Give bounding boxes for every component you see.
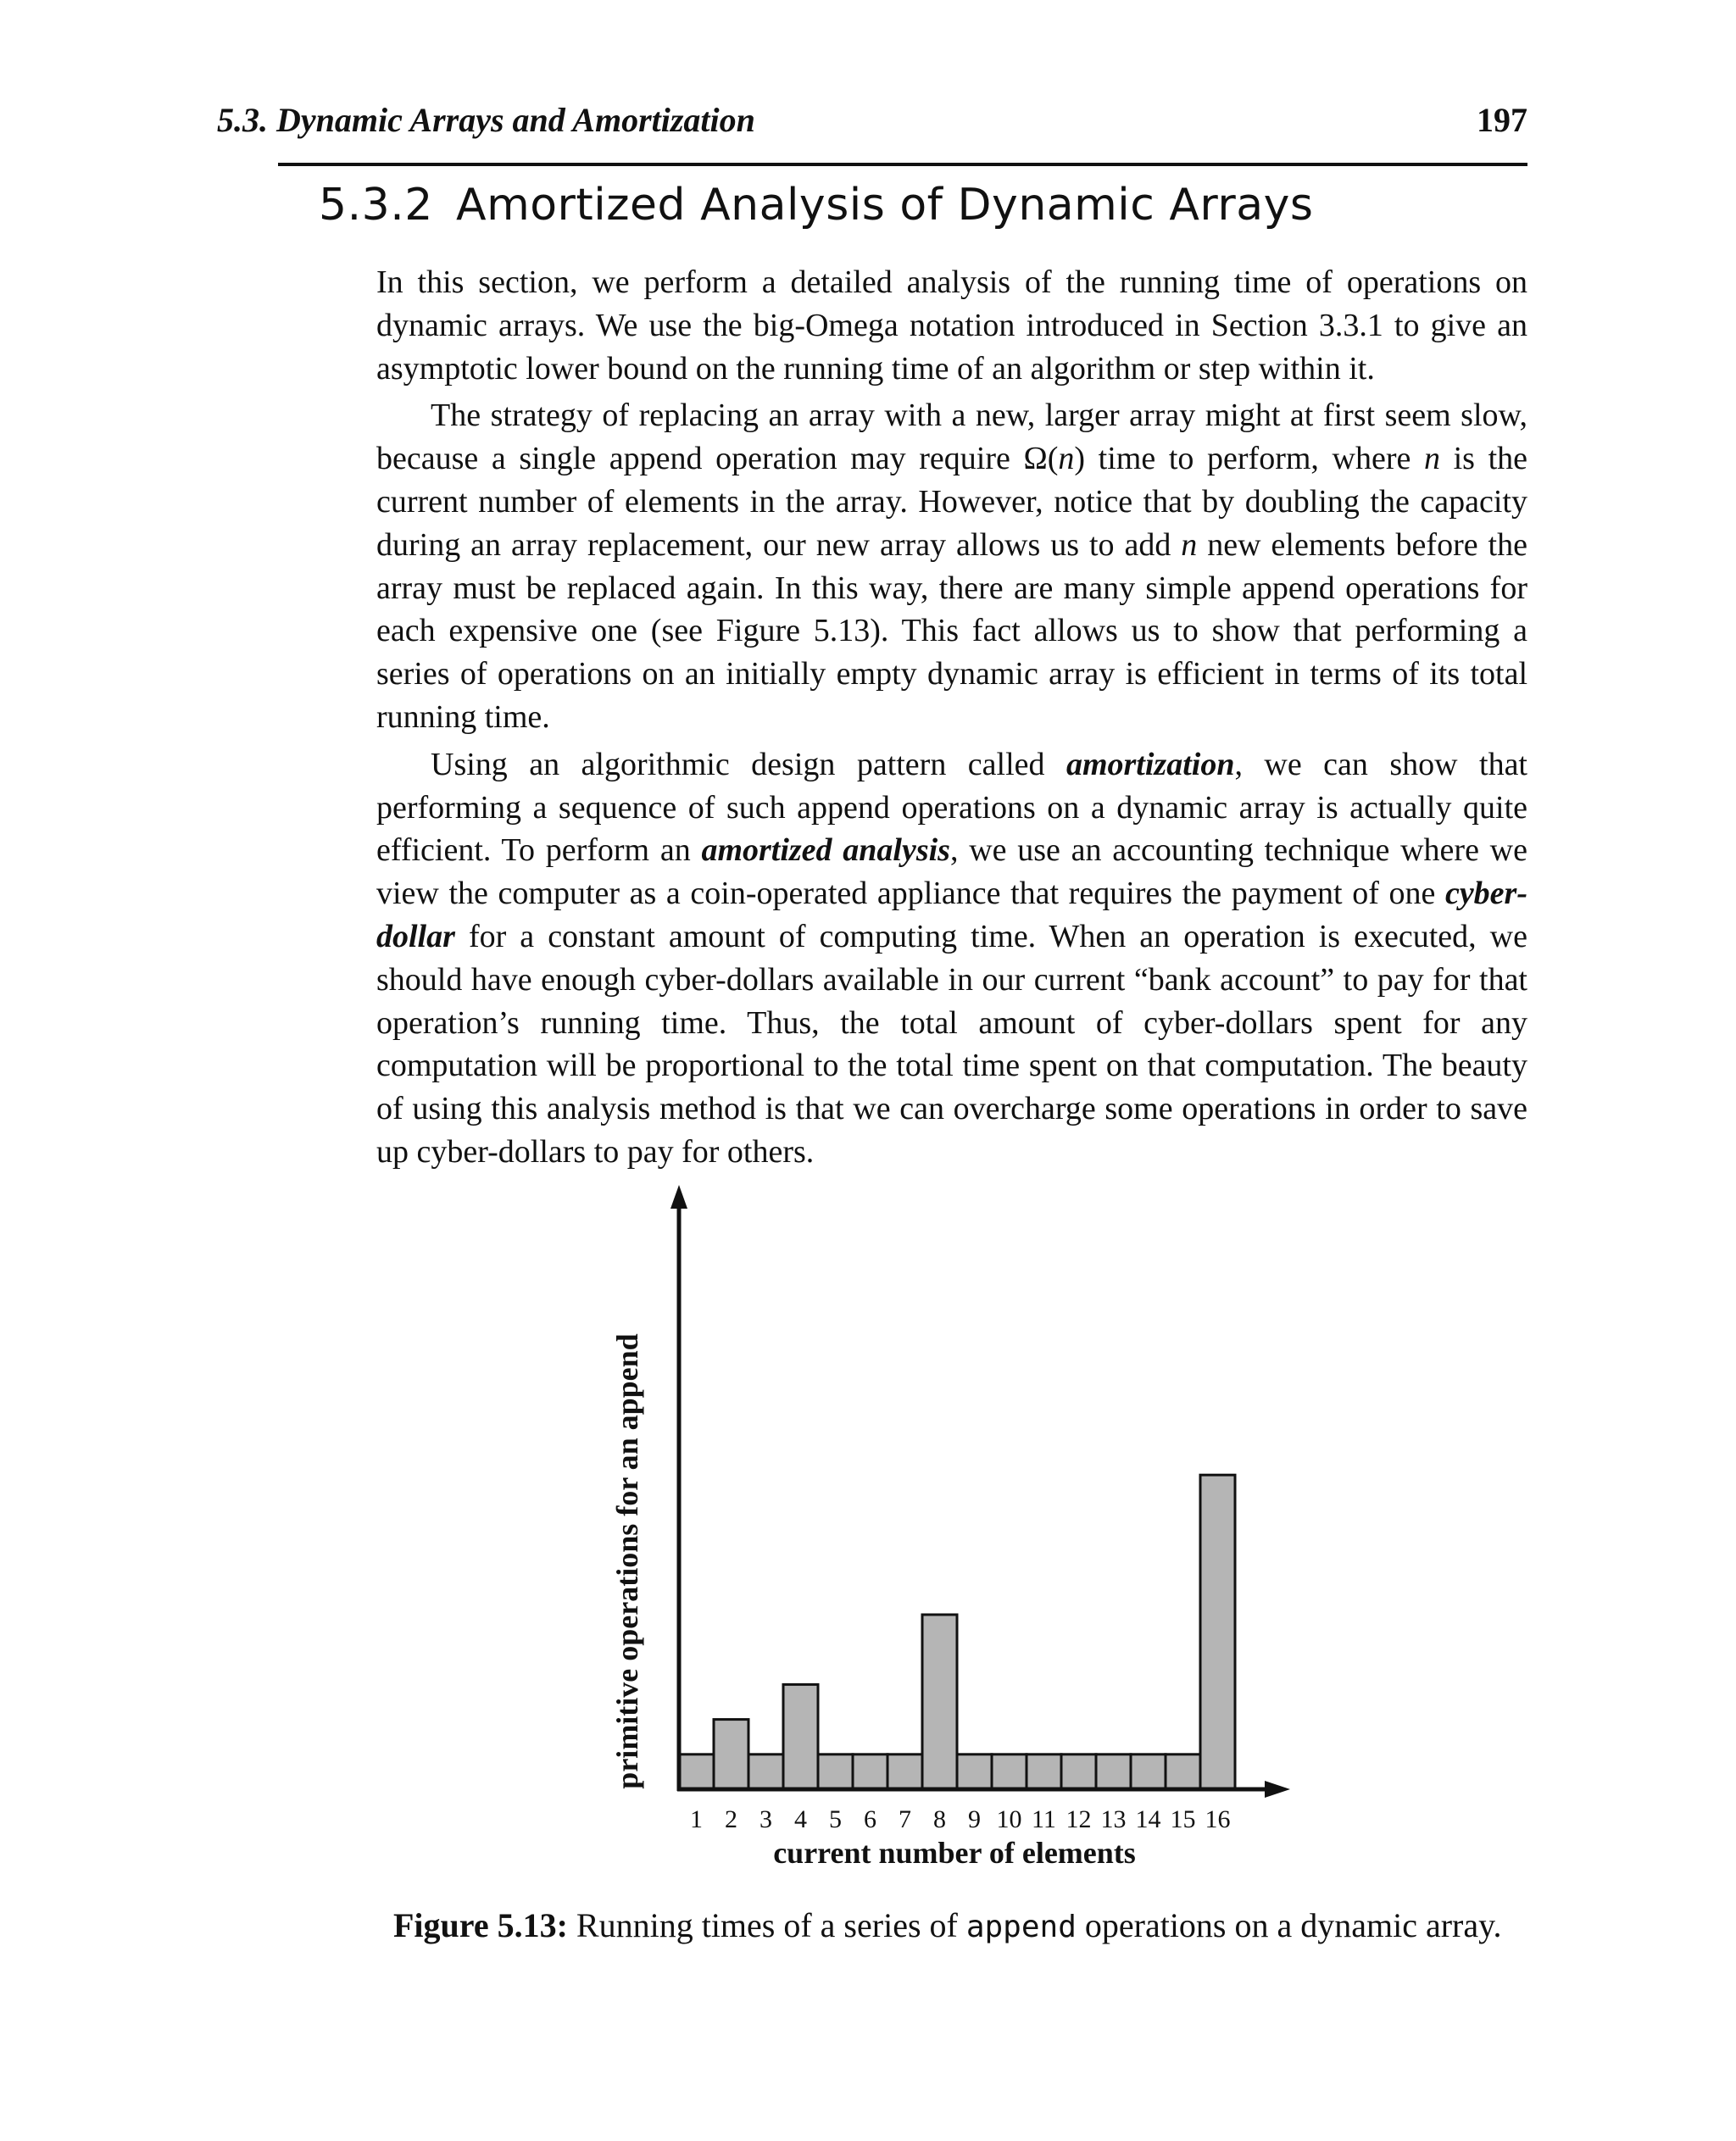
x-tick-label: 15 xyxy=(1170,1805,1196,1833)
x-tick-label: 7 xyxy=(899,1805,911,1833)
caption-label: Figure 5.13: xyxy=(393,1906,568,1944)
x-tick-label: 6 xyxy=(864,1805,876,1833)
paragraph-3-text-a: Using an algorithmic design pattern called xyxy=(431,746,1066,782)
body-text xyxy=(376,261,1527,1178)
math-n: n xyxy=(1181,526,1198,563)
x-tick-label: 14 xyxy=(1135,1805,1161,1833)
bar-6 xyxy=(853,1755,887,1789)
bar-10 xyxy=(992,1755,1027,1789)
figure-caption xyxy=(393,1905,1529,1945)
x-tick-labels xyxy=(690,1805,1231,1833)
running-title: 5.3. Dynamic Arrays and Amortization xyxy=(217,101,755,139)
paragraph-2-text-c: is the current number of elements in the array. However, notice that by doubling the capacity during an array replacement, our new array allows us to add xyxy=(376,441,1527,563)
caption-text-b: operations on a dynamic array. xyxy=(1076,1906,1502,1944)
x-tick-label: 8 xyxy=(933,1805,946,1833)
section-number: 5.3.2 xyxy=(319,180,433,231)
math-n: n xyxy=(1423,441,1440,477)
term-amortized-analysis: amortized analysis xyxy=(701,832,950,869)
bar-11 xyxy=(1027,1755,1061,1789)
bar-chart xyxy=(0,1178,1736,1907)
x-tick-label: 16 xyxy=(1205,1805,1231,1833)
x-axis-label: current number of elements xyxy=(773,1836,1136,1870)
paragraph-3 xyxy=(376,743,1527,1174)
bar-8 xyxy=(922,1615,957,1789)
omega-symbol: Ω( xyxy=(1023,441,1059,477)
bar-4 xyxy=(783,1684,818,1789)
section-title: Amortized Analysis of Dynamic Arrays xyxy=(456,180,1314,231)
paragraph-3-text-d: for a constant amount of computing time. When an operation is executed, we should have enough cyber-dollars available in our current “bank account” to pay for that operation’s running time. Thus, the total amount of cyber-dollars spent for any computation will be proportional to the total time spent on that computation. The beauty of using this analysis method is that we can overcharge some operations in order to save up cyber-dollars to pay for others. xyxy=(376,918,1527,1170)
term-cyber-dollar: cyber-dollar xyxy=(376,876,1527,954)
bar-5 xyxy=(818,1755,853,1789)
bar-3 xyxy=(748,1755,783,1789)
x-tick-label: 3 xyxy=(760,1805,772,1833)
paragraph-1 xyxy=(376,261,1527,390)
figure-5-13 xyxy=(0,1178,1736,1975)
x-tick-label: 5 xyxy=(829,1805,842,1833)
paragraph-2-text-a: The strategy of replacing an array with a new, larger array might at first seem slow, because a single append operation may require xyxy=(376,398,1527,477)
math-n: n xyxy=(1058,441,1075,477)
x-axis-arrowhead xyxy=(1265,1781,1290,1798)
caption-text-a: Running times of a series of xyxy=(567,1906,966,1944)
x-tick-label: 9 xyxy=(968,1805,981,1833)
bar-9 xyxy=(957,1755,992,1789)
section-heading xyxy=(319,180,1314,231)
paragraph-2 xyxy=(376,394,1527,738)
paragraph-1-text: In this section, we perform a detailed analysis of the running time of operations on dynamic arrays. We use the big-Omega notation introduced in Section 3.3.1 to give an asymptotic lower bound on the running time of an algorithm or step within it. xyxy=(376,264,1527,386)
paragraph-2-text-b: time to perform, where xyxy=(1085,441,1424,477)
term-amortization: amortization xyxy=(1066,746,1235,782)
y-axis-label: primitive operations for an append xyxy=(610,1333,644,1789)
bar-16 xyxy=(1200,1475,1235,1789)
x-tick-label: 12 xyxy=(1066,1805,1092,1833)
x-tick-label: 1 xyxy=(690,1805,703,1833)
math-close-paren: ) xyxy=(1074,441,1086,477)
x-tick-label: 2 xyxy=(725,1805,737,1833)
x-tick-label: 4 xyxy=(794,1805,807,1833)
x-tick-label: 10 xyxy=(996,1805,1022,1833)
bar-2 xyxy=(714,1720,748,1789)
x-tick-label: 11 xyxy=(1032,1805,1056,1833)
bar-14 xyxy=(1131,1755,1166,1789)
bar-7 xyxy=(887,1755,922,1789)
bar-1 xyxy=(679,1755,714,1789)
bar-15 xyxy=(1166,1755,1200,1789)
page-number: 197 xyxy=(1477,101,1527,139)
paragraph-2-text-d: new elements before the array must be replaced again. In this way, there are many simple append operations for each expensive one (see Figure 5.13). This fact allows us to show that performing a series of operations on an initially empty dynamic array is efficient in terms of its total running time. xyxy=(376,526,1527,735)
running-head xyxy=(217,100,1527,151)
caption-code-append: append xyxy=(965,1910,1077,1944)
header-rule xyxy=(278,163,1527,166)
paragraph-3-text-b: , we can show that performing a sequence of such append operations on a dynamic array is actually quite efficient. To perform an xyxy=(376,746,1527,869)
paragraph-3-text-c: , we use an accounting technique where we view the computer as a coin-operated appliance that requires the payment of one xyxy=(376,832,1527,912)
bar-12 xyxy=(1061,1755,1096,1789)
bar-13 xyxy=(1096,1755,1131,1789)
chart-bars xyxy=(679,1475,1235,1789)
x-tick-label: 13 xyxy=(1100,1805,1127,1833)
y-axis-arrowhead xyxy=(670,1185,687,1209)
